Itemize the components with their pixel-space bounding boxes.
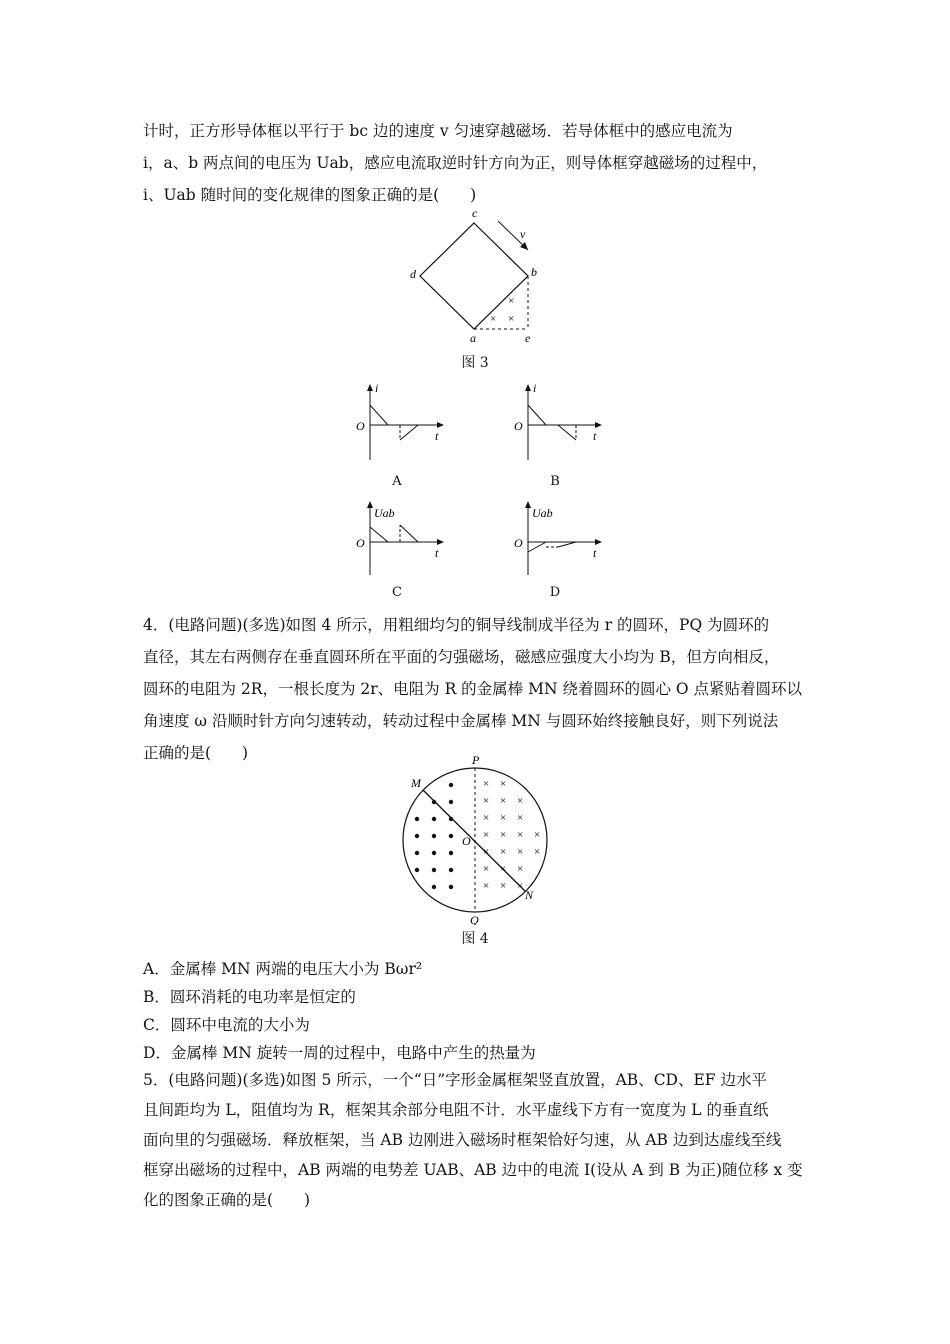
option-a-label: A [392,474,402,489]
label-p: P [472,755,480,767]
field-cross: × [508,313,515,325]
field-cross: × [500,795,507,807]
figure-4-ring [395,755,555,925]
svg-text:Uab: Uab [532,506,553,520]
q4-text-line5: 正确的是( ) [143,744,249,762]
figure-4-caption: 图 4 [461,931,489,947]
field-cross: × [517,846,524,858]
q4-option-d: D．金属棒 MN 旋转一周的过程中，电路中产生的热量为 [143,1044,536,1062]
option-c-graph [350,497,450,579]
field-dot [415,834,419,838]
field-dot [432,834,436,838]
label-v: v [520,227,526,241]
svg-text:O: O [356,536,365,550]
q5-text-line2: 且间距均为 L，阻值均为 R，框架其余部分电阻不计．水平虚线下方有一宽度为 L 的垂直纸 [143,1101,769,1119]
q3-text-line3: i、Uab 随时间的变化规律的图象正确的是( ) [143,186,477,204]
field-cross: × [500,812,507,824]
field-cross: × [500,778,507,790]
option-a-graph [350,380,450,470]
field-cross: × [534,846,541,858]
q4-text-line3: 圆环的电阻为 2R，一根长度为 2r、电阻为 R 的金属棒 MN 绕着圆环的圆心 O 点紧贴着圆环以 [143,680,803,698]
label-m: M [411,776,421,790]
field-dot [415,851,419,855]
field-cross: × [490,313,497,325]
rod-mn [423,790,525,891]
field-cross: × [517,863,524,875]
svg-text:O: O [356,419,365,433]
field-dot [415,817,419,821]
label-a: a [470,331,476,345]
svg-text:i: i [375,381,379,395]
field-cross: × [483,880,490,892]
svg-text:O: O [514,536,523,550]
field-dot [449,851,453,855]
label-d: d [410,267,416,281]
option-b-label: B [550,474,560,489]
option-c-label: C [392,585,402,600]
field-dot [449,885,453,889]
q4-text-line2: 直径，其左右两侧存在垂直圆环所在平面的匀强磁场，磁感应强度大小均为 B，但方向相反， [143,648,780,666]
field-dot [432,800,436,804]
q5-text-line4: 框穿出磁场的过程中，AB 两端的电势差 UAB、AB 边中的电流 I(设从 A 到 B 为正)随位移 x 变 [143,1161,803,1179]
field-dot [449,817,453,821]
label-e: e [525,331,531,345]
q3-text-line1: 计时，正方形导体框以平行于 bc 边的速度 v 匀速穿越磁场．若导体框中的感应电流为 [143,122,733,140]
figure-3-square-frame [400,205,550,345]
q4-text-line4: 角速度 ω 沿顺时针方向匀速转动，转动过程中金属棒 MN 与圆环始终接触良好，则下列说法 [143,712,779,730]
field-cross: × [483,795,490,807]
q5-text-line1: 5．(电路问题)(多选)如图 5 所示，一个“日”字形金属框架竖直放置，AB、CD、EF 边水平 [143,1071,767,1089]
label-b: b [531,265,537,279]
label-q: Q [470,913,479,925]
svg-text:t: t [435,546,439,560]
q3-text-line2: i，a、b 两点间的电压为 Uab，感应电流取逆时针方向为正，则导体框穿越磁场的过程中， [143,154,768,172]
field-cross: × [517,812,524,824]
field-dot [432,851,436,855]
svg-text:i: i [533,381,537,395]
field-dot [449,783,453,787]
field-cross: × [500,880,507,892]
field-dots [415,783,453,889]
field-dot [432,868,436,872]
q4-text-line1: 4．(电路问题)(多选)如图 4 所示，用粗细均匀的铜导线制成半径为 r 的圆环，PQ 为圆环的 [143,616,770,634]
field-cross: × [500,863,507,875]
field-cross: × [483,829,490,841]
svg-text:O: O [514,419,523,433]
field-dot [449,800,453,804]
field-cross: × [483,863,490,875]
field-cross: × [483,846,490,858]
field-dot [432,817,436,821]
q5-text-line5: 化的图象正确的是( ) [143,1191,311,1209]
field-dot [449,868,453,872]
svg-text:Uab: Uab [374,506,395,520]
field-cross: × [534,829,541,841]
field-cross: × [517,795,524,807]
q4-option-b: B．圆环消耗的电功率是恒定的 [143,988,356,1006]
field-cross: × [508,295,515,307]
field-cross: × [483,778,490,790]
q4-option-a: A．金属棒 MN 两端的电压大小为 Bωr² [143,960,423,978]
field-cross: × [500,829,507,841]
field-cross: × [500,846,507,858]
svg-text:t: t [593,429,597,443]
label-n: N [525,888,534,902]
field-cross: × [483,812,490,824]
svg-text:t: t [593,546,597,560]
field-dot [449,834,453,838]
field-dot [432,885,436,889]
option-d-graph [508,497,608,579]
q4-option-c: C．圆环中电流的大小为 [143,1016,310,1034]
figure-3-caption: 图 3 [461,355,489,371]
option-b-graph [508,380,608,470]
svg-text:t: t [435,429,439,443]
field-cross: × [517,829,524,841]
q5-text-line3: 面向里的匀强磁场．释放框架，当 AB 边刚进入磁场时框架恰好匀速，从 AB 边到达虚线至线 [143,1131,782,1149]
label-o: O [462,834,471,848]
field-dot [415,868,419,872]
label-c: c [472,206,478,220]
field-cross: × [517,880,524,892]
option-d-label: D [549,585,561,600]
